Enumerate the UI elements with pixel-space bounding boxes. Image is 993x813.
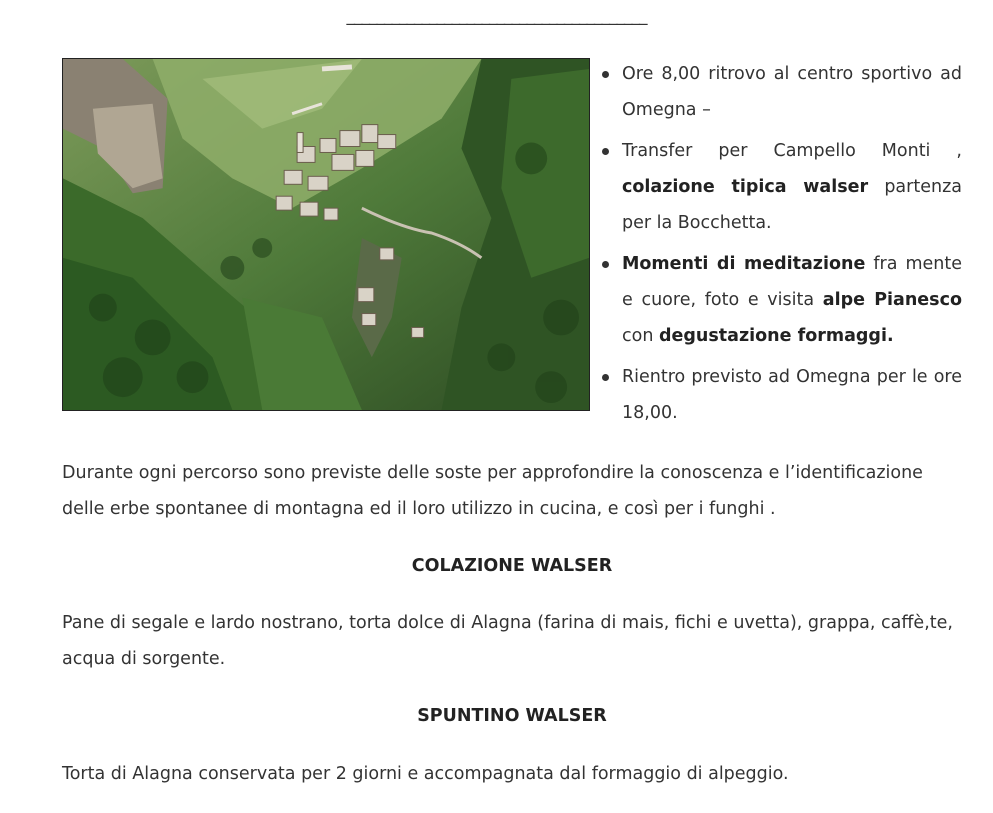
program-bullet-item bbox=[600, 359, 962, 431]
mountain-village-photo bbox=[62, 58, 590, 411]
bullet-text: fra mente e cuore, foto e visita bbox=[622, 254, 962, 310]
bullet-bold-text: degustazione formaggi. bbox=[658, 326, 894, 346]
bullet-text: Transfer per Campello Monti , bbox=[622, 141, 962, 161]
program-bullet-item bbox=[600, 133, 962, 241]
bullet-bold-text: alpe Pianesco bbox=[822, 290, 962, 310]
village-landscape-image bbox=[63, 59, 589, 410]
section-text-spuntino: Torta di Alagna conservata per 2 giorni e accompagnata dal formaggio di alpeggio. bbox=[62, 764, 789, 784]
program-bullet-item bbox=[600, 56, 962, 128]
bullet-text: Ore 8,00 ritrovo al centro sportivo ad Omegna – bbox=[622, 64, 962, 120]
intro-paragraph: Durante ogni percorso sono previste delle soste per approfondire la conoscenza e l’identificazione delle erbe spontanee di montagna ed il loro utilizzo in cucina, e così per i funghi . bbox=[62, 463, 923, 519]
section-text-colazione: Pane di segale e lardo nostrano, torta dolce di Alagna (farina di mais, fichi e uvetta), grappa, caffè,te, acqua di sorgente. bbox=[62, 613, 953, 669]
program-bullet-list bbox=[600, 56, 962, 436]
bullet-text: con bbox=[622, 326, 659, 346]
bullet-bold-text: colazione tipica walser bbox=[622, 177, 869, 197]
bullet-bold-text: Momenti di meditazione bbox=[622, 254, 866, 274]
bullet-text: partenza per la Bocchetta. bbox=[622, 177, 962, 233]
top-separator-line: ________________________________________ bbox=[346, 6, 647, 26]
bullet-text: Rientro previsto ad Omegna per le ore 18,00. bbox=[622, 367, 962, 423]
section-heading-colazione: COLAZIONE WALSER bbox=[411, 556, 613, 576]
section-heading-spuntino: SPUNTINO WALSER bbox=[417, 706, 607, 726]
program-bullet-item bbox=[600, 246, 962, 354]
